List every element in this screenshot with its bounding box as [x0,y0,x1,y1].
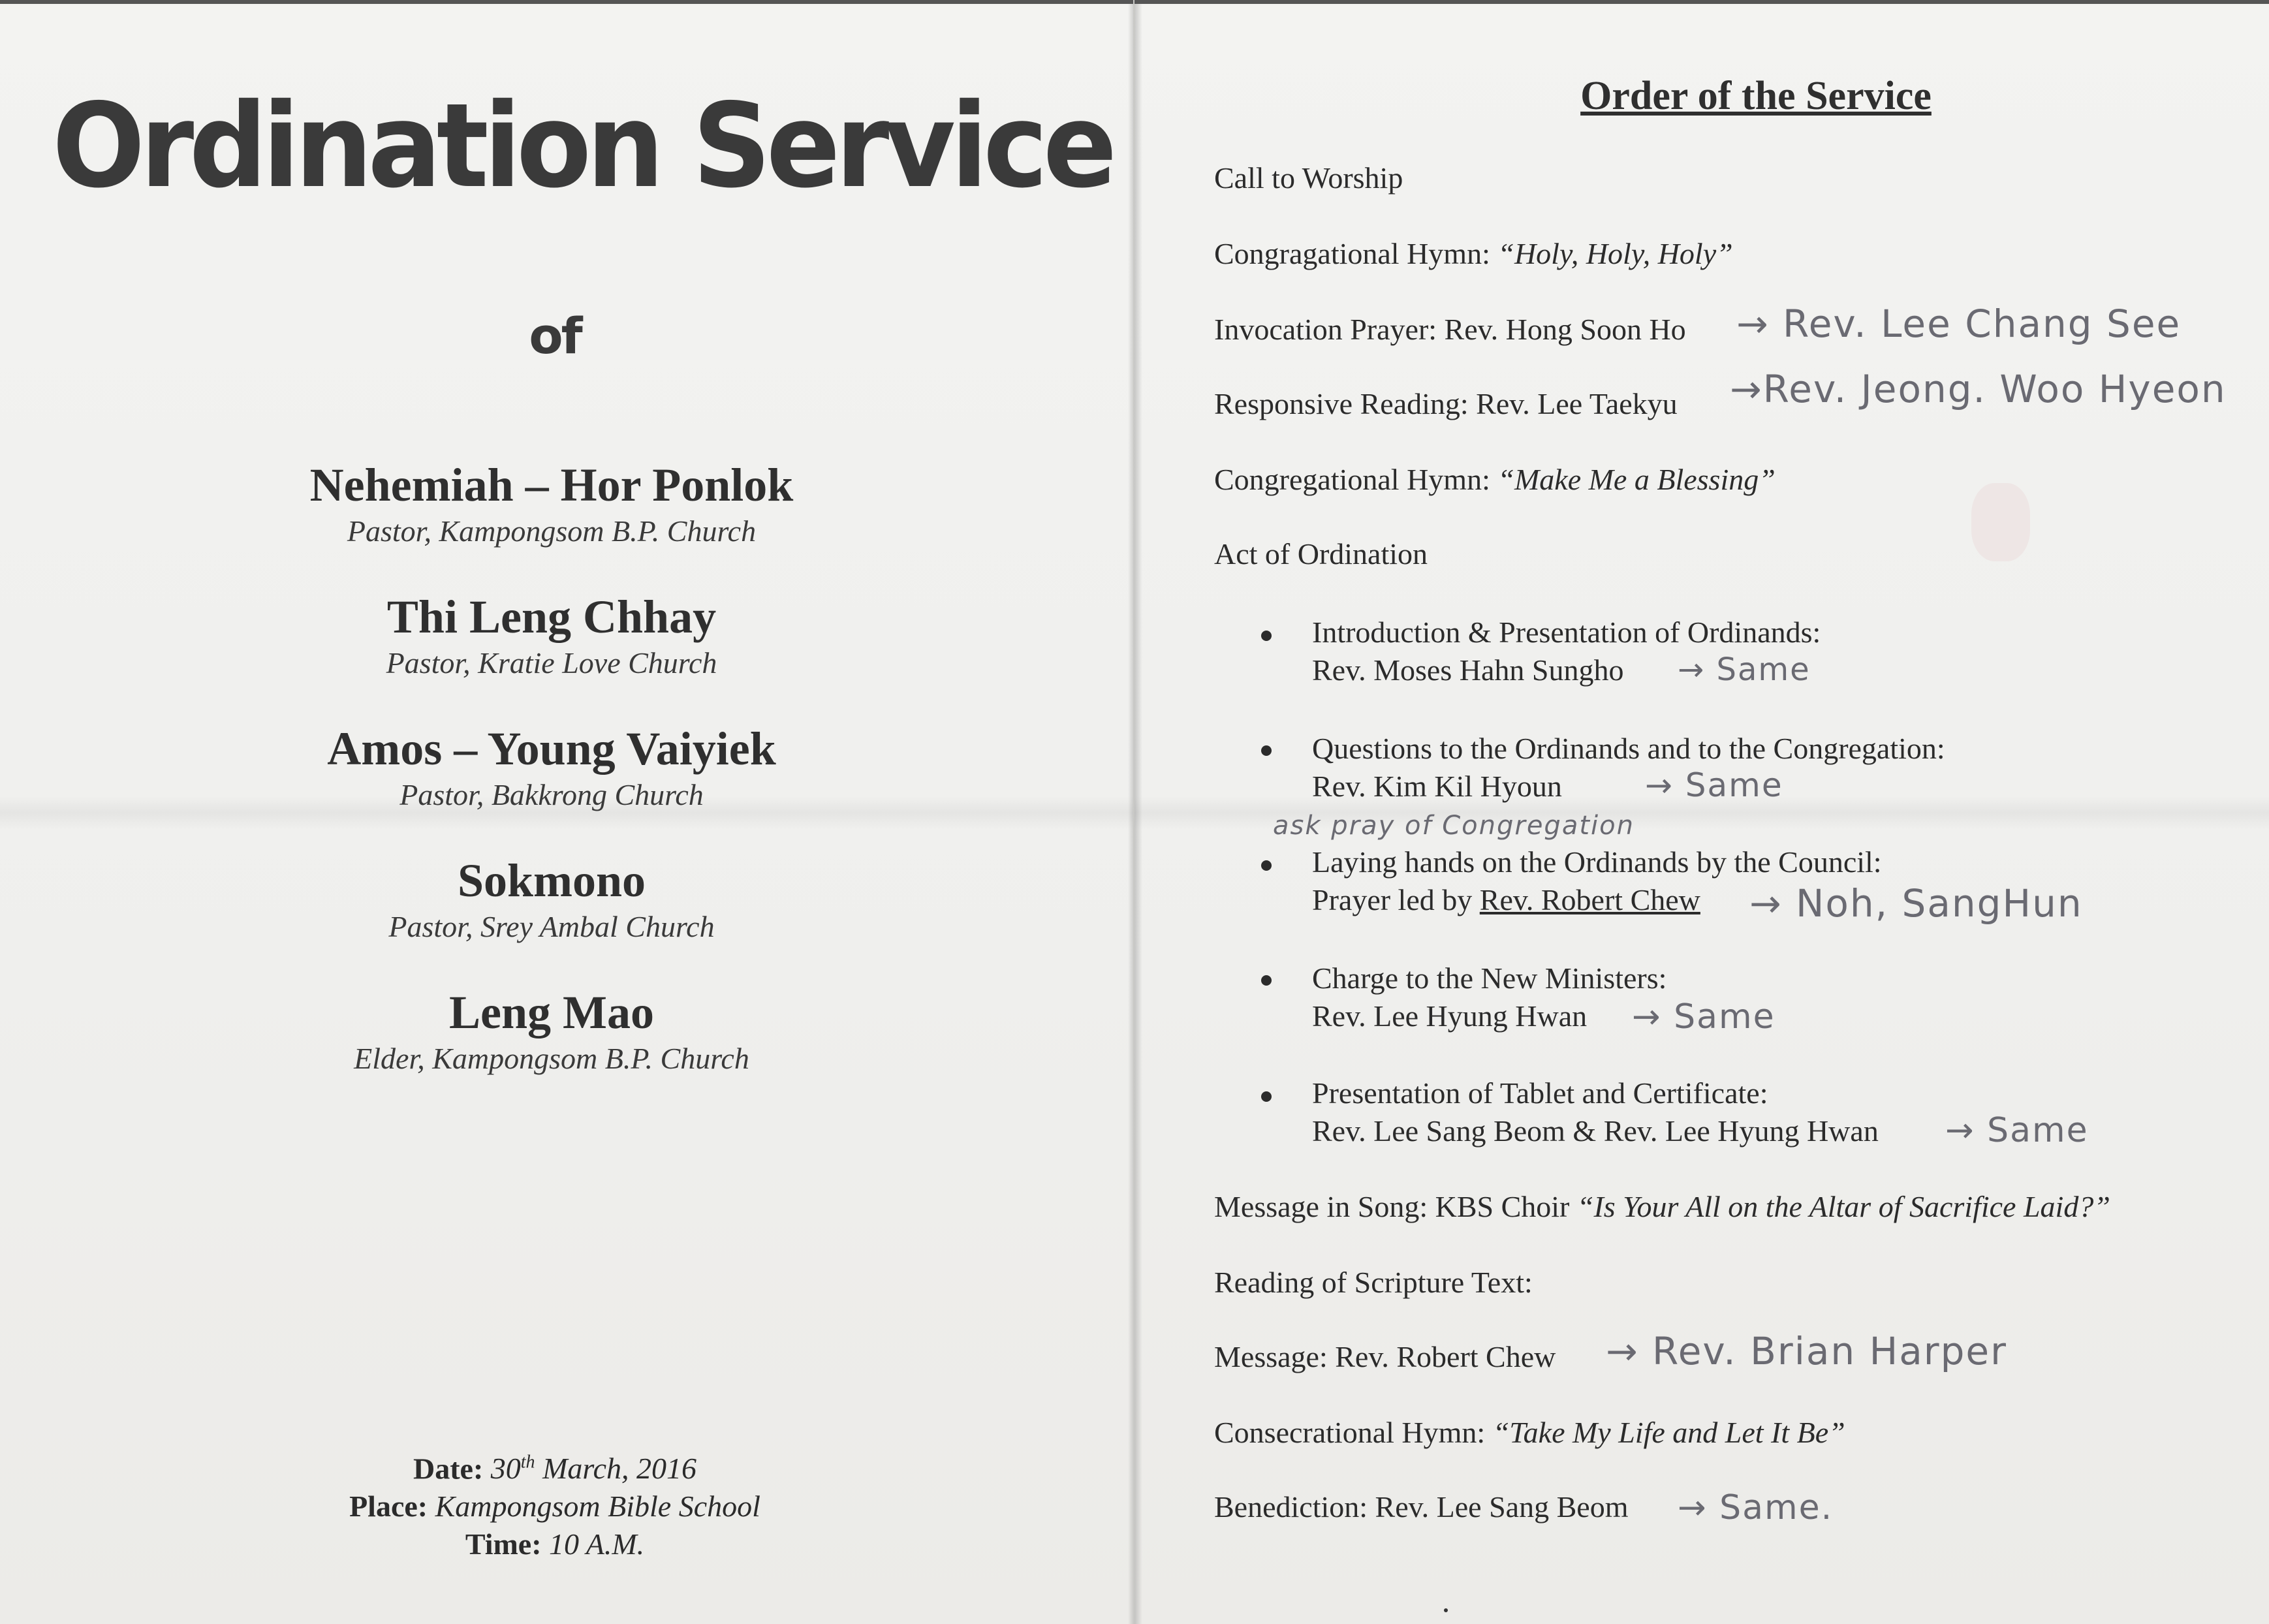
bullet [1261,975,1272,986]
handwritten-note: →Rev. Jeong. Woo Hyeon [1730,367,2227,411]
time-line [248,1525,862,1563]
ordinand-3 [196,721,907,813]
hymn-1-label: Congragational Hymn: [1214,237,1498,270]
laying-line-2 [1312,881,1700,919]
hymn-2-title: “Make Me a Blessing” [1497,463,1776,496]
hymn-1 [1214,235,1733,273]
center-fold [1133,0,1134,1624]
message-in-song [1214,1188,2110,1226]
act-of-ordination: Act of Ordination [1214,537,1428,570]
handwritten-note: → Same [1678,651,1811,688]
time-label: Time: [465,1527,542,1561]
hymn-2 [1214,461,1776,499]
handwritten-note: → Same [1645,766,1783,804]
hymn-2-label: Congregational Hymn: [1214,463,1498,496]
ordinand-role: Pastor, Kratie Love Church [386,646,717,679]
hymn-3-label: Consecrational Hymn: [1214,1416,1493,1449]
handwritten-note: → Same [1632,997,1776,1037]
hymn-3-title: “Take My Life and Let It Be” [1492,1416,1845,1449]
ordinand-2 [196,589,907,681]
ordinand-role: Pastor, Srey Ambal Church [388,910,715,943]
handwritten-note: ask pray of Congregation [1273,811,1635,841]
place-line [248,1488,862,1525]
ordinand-name: Thi Leng Chhay [386,591,717,643]
handwritten-note: → Rev. Lee Chang See [1736,302,2182,346]
bullet [1261,1091,1272,1102]
invocation: Invocation Prayer: Rev. Hong Soon Ho [1214,313,1686,346]
bullet [1261,631,1272,641]
responsive-reading: Responsive Reading: Rev. Lee Taekyu [1214,387,1678,420]
handwritten-note: → Same. [1678,1488,1834,1527]
hymn-3 [1214,1414,1845,1452]
song-title: “Is Your All on the Altar of Sacrifice Laid?” [1576,1190,2110,1223]
ordinand-role: Pastor, Kampongsom B.P. Church [347,514,757,548]
date-line [248,1444,862,1488]
ordinand-role: Elder, Kampongsom B.P. Church [354,1042,749,1075]
order-panel [1136,0,2269,1624]
cover-title: Ordination Service [52,78,1112,213]
date-suffix: th [520,1452,535,1473]
questions-line-1: Questions to the Ordinands and to the Congregation: [1312,732,1945,765]
questions-line-2: Rev. Kim Kil Hyoun [1312,770,1562,803]
handwritten-note: → Noh, SangHun [1749,881,2083,926]
laying-leader: Rev. Robert Chew [1479,883,1700,916]
cover-panel [0,0,1133,1624]
tablet-line-1: Presentation of Tablet and Certificate: [1312,1076,1768,1110]
cover-of: of [529,307,581,365]
charge-line-2: Rev. Lee Hyung Hwan [1312,999,1588,1033]
message: Message: Rev. Robert Chew [1214,1340,1556,1373]
hymn-1-title: “Holy, Holy, Holy” [1497,237,1733,270]
laying-prefix: Prayer led by [1312,883,1480,916]
song-label: Message in Song: KBS Choir [1214,1190,1577,1223]
ordinand-name: Sokmono [457,854,646,907]
date-rest: March, 2016 [535,1452,696,1486]
charge-line-1: Charge to the New Ministers: [1312,961,1667,995]
place-label: Place: [349,1490,428,1523]
handwritten-note: → Rev. Brian Harper [1606,1329,2007,1373]
intro-line-2: Rev. Moses Hahn Sungho [1312,653,1624,687]
service-details [248,1444,862,1563]
ordinand-4 [196,852,907,945]
place-value: Kampongsom Bible School [435,1490,760,1523]
intro-line-1: Introduction & Presentation of Ordinands: [1312,616,1821,649]
ordinand-1 [196,457,907,550]
ordinand-5 [196,984,907,1077]
ordinand-role: Pastor, Bakkrong Church [399,778,704,811]
ordinand-name: Leng Mao [449,986,654,1038]
order-title: Order of the Service [1580,74,1932,118]
laying-line-1: Laying hands on the Ordinands by the Council: [1312,845,1882,879]
ordinand-name: Nehemiah – Hor Ponlok [309,459,794,511]
ordinand-name: Amos – Young Vaiyiek [327,723,776,775]
bullet [1261,860,1272,871]
scripture-reading: Reading of Scripture Text: [1214,1266,1533,1299]
call-to-worship: Call to Worship [1214,161,1403,195]
benediction: Benediction: Rev. Lee Sang Beom [1214,1490,1629,1523]
date-day: 30 [490,1452,521,1486]
bullet [1261,745,1272,756]
time-value: 10 A.M. [549,1527,645,1561]
handwritten-note: → Same [1945,1111,2089,1150]
date-label: Date: [413,1452,484,1486]
tablet-line-2: Rev. Lee Sang Beom & Rev. Lee Hyung Hwan [1312,1114,1879,1148]
